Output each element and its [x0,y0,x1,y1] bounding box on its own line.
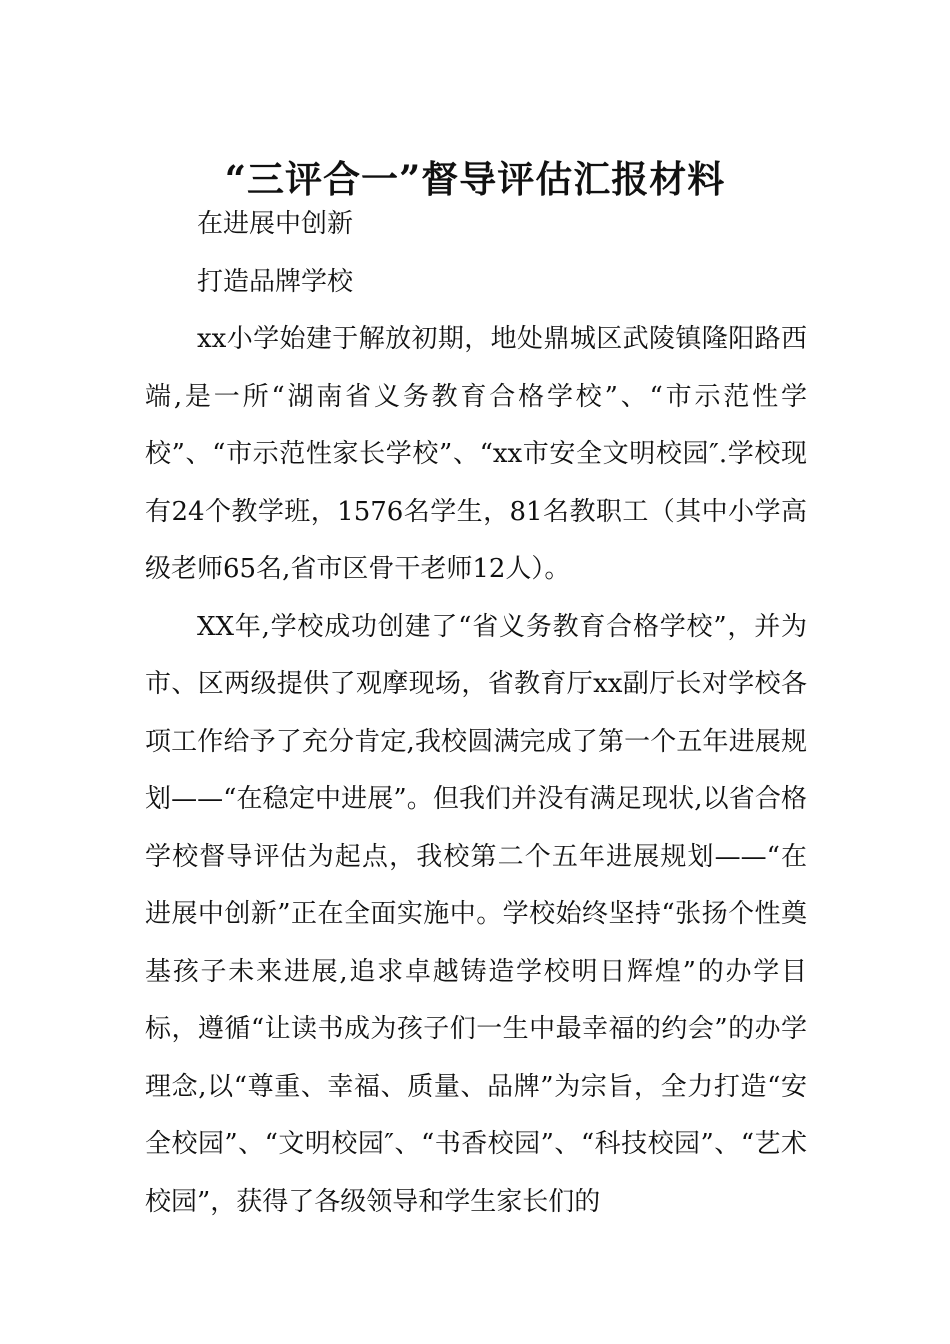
subheading-2: 打造品牌学校 [197,266,354,297]
document-title: “三评合一”督导评估汇报材料 [224,156,726,201]
paragraph-2: XX年,学校成功创建了“省义务教育合格学校”，并为市、区两级提供了观摩现场，省教育厅xx副厅长对学校各项工作给予了充分肯定,我校圆满完成了第一个五年进展规划——“在稳定中进展”。但我们并没有满足现状,以省合格学校督导评估为起点，我校第二个五年进展规划——“在进展中创新”正在全面实施中。学校始终坚持“张扬个性奠基孩子未来进展,追求卓越铸造学校明日辉煌”的办学目标，遵循“让读书成为孩子们一生中最幸福的约会”的办学理念,以“尊重、幸福、质量、品牌”为宗旨，全力打造“安全校园”、“文明校园″、“书香校园”、“科技校园”、“艺术校园”，获得了各级领导和学生家长们的 [145,611,807,1217]
subheading-1: 在进展中创新 [197,209,354,239]
paragraph-1: xx小学始建于解放初期，地处鼎城区武陵镇隆阳路西端,是一所“湖南省义务教育合格学校”、“市示范性学校”、“市示范性家长学校”、“xx市安全文明校园″.学校现有24个教学班，1576名学生，81名教职工（其中小学高级老师65名,省市区骨干老师12人）。 [145,324,807,584]
document-body [145,196,807,1231]
